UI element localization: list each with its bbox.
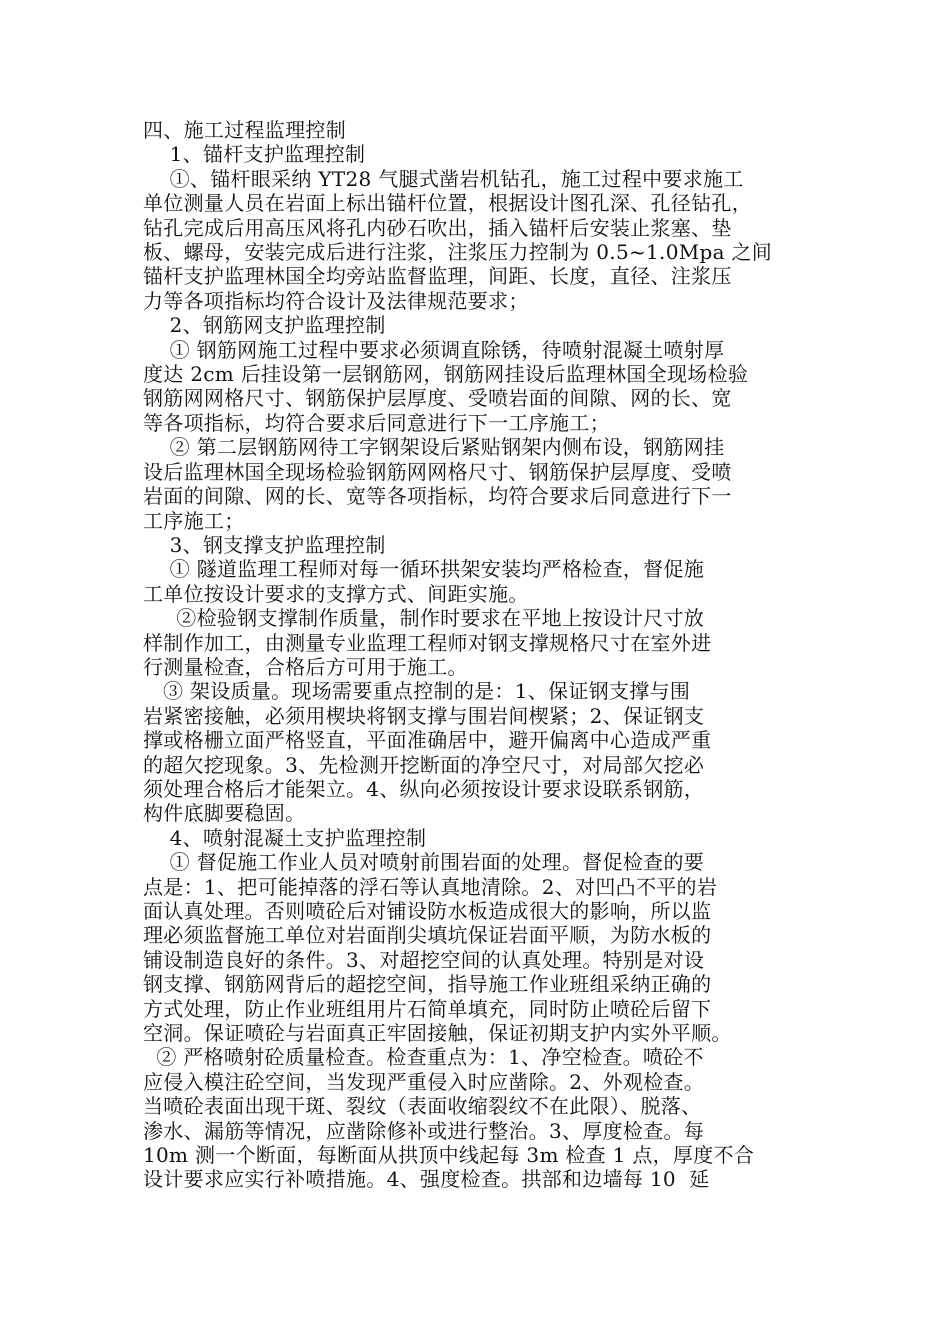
- paragraph-line: 构件底脚要稳固。: [143, 801, 306, 826]
- paragraph-line: 板、螺母，安装完成后进行注浆，注浆压力控制为 0.5~1.0Mpa 之间: [143, 240, 773, 265]
- subsection-heading: 1、锚杆支护监理控制: [143, 142, 366, 167]
- paragraph-line: 当喷砼表面出现干斑、裂纹（表面收缩裂纹不在此限）、脱落、: [143, 1094, 702, 1119]
- paragraph-line: 撑或格栅立面严格竖直，平面准确居中，避开偏离中心造成严重: [143, 728, 712, 753]
- paragraph-line: 渗水、漏筋等情况，应凿除修补或进行整治。3、厚度检查。每: [143, 1118, 705, 1143]
- paragraph-line: ②检验钢支撑制作质量，制作时要求在平地上按设计尺寸放: [143, 606, 705, 631]
- paragraph-line: 钢支撑、钢筋网背后的超挖空间，指导施工作业班组采纳正确的: [143, 972, 712, 997]
- paragraph-line: 铺设制造良好的条件。3、对超挖空间的认真处理。特别是对设: [143, 947, 705, 972]
- subsection-heading: 2、钢筋网支护监理控制: [143, 313, 386, 338]
- paragraph-line: 面认真处理。否则喷砼后对铺设防水板造成很大的影响，所以监: [143, 899, 712, 923]
- paragraph-line: ①、锚杆眼采纳 YT28 气腿式凿岩机钻孔，施工过程中要求施工: [143, 166, 744, 191]
- paragraph-line: 设后监理林国全现场检验钢筋网网格尺寸、钢筋保护层厚度、受喷: [143, 459, 732, 484]
- paragraph-line: ② 第二层钢筋网待工字钢架设后紧贴钢架内侧布设，钢筋网挂: [143, 435, 725, 460]
- paragraph-line: ① 隧道监理工程师对每一循环拱架安装均严格检查，督促施: [143, 557, 705, 582]
- paragraph-line: 设计要求应实行补喷措施。4、强度检查。拱部和边墙每 10 延: [143, 1167, 710, 1192]
- paragraph-line: 锚杆支护监理林国全均旁站监督监理，间距、长度，直径、注浆压: [143, 264, 732, 289]
- paragraph-line: 应侵入模注砼空间，当发现严重侵入时应凿除。2、外观检查。: [143, 1069, 705, 1094]
- paragraph-line: 10m 测一个断面，每断面从拱顶中线起每 3m 检查 1 点，厚度不合: [143, 1143, 755, 1168]
- paragraph-line: 等各项指标，均符合要求后同意进行下一工序施工；: [143, 410, 610, 435]
- paragraph-line: 样制作加工，由测量专业监理工程师对钢支撑规格尺寸在室外进: [143, 630, 712, 655]
- paragraph-line: 空洞。保证喷砼与岩面真正牢固接触，保证初期支护内实外平顺。: [143, 1021, 732, 1046]
- paragraph-line: 方式处理，防止作业班组用片石简单填充，同时防止喷砼后留下: [143, 996, 712, 1021]
- paragraph-line: ③ 架设质量。现场需要重点控制的是：1、保证钢支撑与围: [143, 679, 691, 704]
- paragraph-line: ① 督促施工作业人员对喷射前围岩面的处理。督促检查的要: [143, 850, 705, 875]
- paragraph-line: 行测量检查，合格后方可用于施工。: [143, 654, 468, 679]
- paragraph-line: 度达 2cm 后挂设第一层钢筋网，钢筋网挂设后监理林国全现场检验: [143, 362, 749, 387]
- document-page: [143, 118, 810, 1192]
- paragraph-line: 力等各项指标均符合设计及法律规范要求；: [143, 288, 529, 313]
- paragraph-line: 岩紧密接触，必须用楔块将钢支撑与围岩间楔紧；2、保证钢支: [143, 703, 705, 728]
- paragraph-line: 单位测量人员在岩面上标出锚杆位置，根据设计图孔深、孔径钻孔，: [143, 191, 752, 216]
- paragraph-line: 工序施工；: [143, 508, 245, 533]
- paragraph-line: 点是：1、把可能掉落的浮石等认真地清除。2、对凹凸不平的岩: [143, 874, 718, 899]
- paragraph-line: 工单位按设计要求的支撑方式、间距实施。: [143, 581, 529, 606]
- paragraph-line: ① 钢筋网施工过程中要求必须调直除锈，待喷射混凝土喷射厚: [143, 337, 725, 362]
- section-heading: 四、施工过程监理控制: [143, 118, 346, 142]
- subsection-heading: 3、钢支撑支护监理控制: [143, 532, 386, 557]
- subsection-heading: 4、喷射混凝土支护监理控制: [143, 825, 427, 850]
- paragraph-line: 钢筋网网格尺寸、钢筋保护层厚度、受喷岩面的间隙、网的长、宽: [143, 386, 732, 411]
- paragraph-line: 理必须监督施工单位对岩面削尖填坑保证岩面平顺，为防水板的: [143, 923, 712, 948]
- paragraph-line: 岩面的间隙、网的长、宽等各项指标，均符合要求后同意进行下一: [143, 484, 732, 509]
- paragraph-line: 的超欠挖现象。3、先检测开挖断面的净空尺寸，对局部欠挖必: [143, 752, 705, 777]
- paragraph-line: ② 严格喷射砼质量检查。检查重点为：1、净空检查。喷砼不: [143, 1045, 704, 1070]
- paragraph-line: 钻孔完成后用高压风将孔内砂石吹出，插入锚杆后安装止浆塞、垫: [143, 215, 732, 240]
- paragraph-line: 须处理合格后才能架立。4、纵向必须按设计要求设联系钢筋，: [143, 776, 705, 801]
